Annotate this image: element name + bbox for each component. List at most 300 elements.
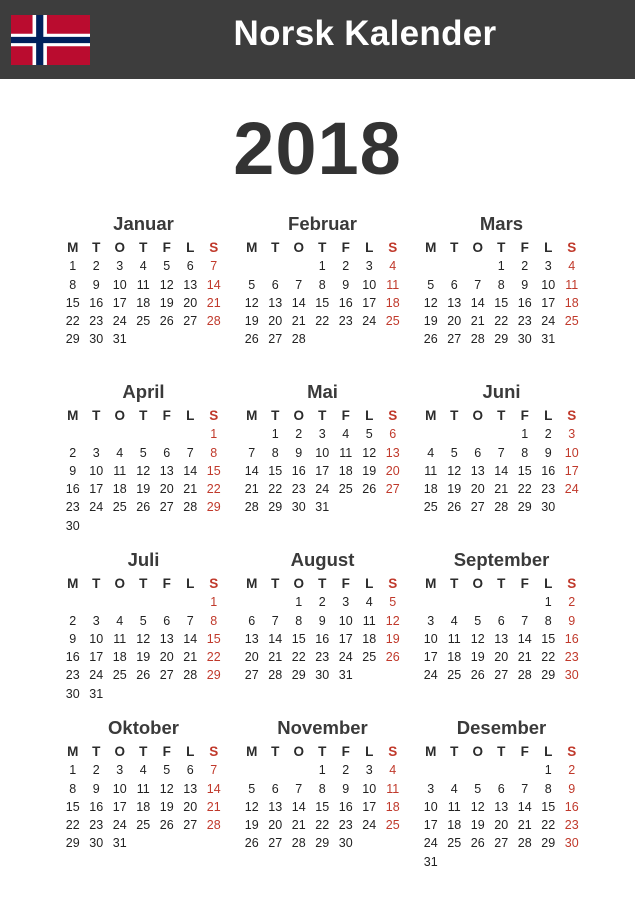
weekday-header: T (139, 240, 148, 255)
day-cell: 25 (112, 500, 127, 515)
day-cell: 4 (427, 445, 435, 460)
day-cell: 28 (183, 500, 198, 515)
month-title: Mai (307, 381, 338, 402)
weekday-header: S (388, 240, 398, 255)
day-cell: 1 (210, 595, 218, 610)
day-cell: 12 (470, 799, 485, 814)
weekday-header: M (246, 408, 258, 423)
day-cell: 1 (544, 763, 552, 778)
day-cell: 9 (342, 277, 350, 292)
day-cell: 31 (423, 854, 438, 869)
day-cell: 27 (447, 332, 462, 347)
day-cell: 4 (365, 595, 373, 610)
day-cell: 25 (423, 500, 438, 515)
day-cell: 15 (541, 631, 556, 646)
day-cell: 8 (210, 445, 218, 460)
empty-day-cell (490, 425, 514, 443)
day-cell: 10 (541, 277, 556, 292)
weekday-header: T (497, 240, 506, 255)
day-cell: 7 (295, 277, 303, 292)
header-bar (0, 0, 635, 79)
empty-day-cell (155, 425, 179, 443)
day-cell: 18 (338, 463, 353, 478)
empty-day-cell (419, 425, 443, 443)
day-cell: 9 (568, 781, 576, 796)
weekday-header: S (209, 240, 219, 255)
day-cell: 1 (210, 427, 218, 442)
day-cell: 25 (338, 482, 353, 497)
day-cell: 18 (447, 818, 462, 833)
day-cell: 6 (497, 613, 505, 628)
day-cell: 23 (315, 650, 330, 665)
day-cell: 25 (447, 668, 462, 683)
day-cell: 12 (244, 295, 259, 310)
day-cell: 14 (183, 631, 198, 646)
weekday-header: M (425, 576, 437, 591)
day-cell: 21 (517, 818, 532, 833)
day-cell: 31 (338, 668, 353, 683)
day-cell: 14 (517, 631, 532, 646)
day-cell: 18 (564, 295, 579, 310)
day-cell: 16 (338, 799, 353, 814)
day-cell: 22 (206, 482, 221, 497)
weekday-header: T (139, 744, 148, 759)
day-cell: 25 (385, 818, 400, 833)
day-cell: 23 (65, 500, 80, 515)
day-cell: 19 (447, 482, 462, 497)
day-cell: 23 (89, 314, 104, 329)
day-cell: 26 (447, 500, 462, 515)
day-cell: 14 (268, 631, 283, 646)
day-cell: 13 (494, 631, 509, 646)
empty-day-cell (419, 761, 443, 779)
weekday-header: O (114, 408, 125, 423)
day-cell: 22 (541, 650, 556, 665)
month-title: August (290, 549, 355, 570)
day-cell: 30 (65, 518, 80, 533)
day-cell: 13 (385, 445, 400, 460)
day-cell: 10 (89, 463, 104, 478)
day-cell: 19 (244, 818, 259, 833)
day-cell: 6 (163, 445, 171, 460)
weekday-header: T (450, 408, 459, 423)
day-cell: 25 (136, 314, 151, 329)
day-cell: 20 (159, 482, 174, 497)
day-cell: 30 (564, 668, 579, 683)
day-cell: 16 (564, 631, 579, 646)
day-cell: 27 (470, 500, 485, 515)
empty-day-cell (61, 593, 85, 611)
empty-day-cell (513, 761, 537, 779)
day-cell: 25 (362, 650, 377, 665)
day-cell: 30 (89, 332, 104, 347)
day-cell: 24 (362, 818, 377, 833)
day-cell: 11 (386, 277, 400, 292)
month-day-grid (240, 407, 405, 517)
day-cell: 11 (447, 799, 461, 814)
day-cell: 27 (159, 500, 174, 515)
day-cell: 23 (564, 818, 579, 833)
day-cell: 6 (474, 445, 482, 460)
day-cell: 21 (183, 650, 198, 665)
day-cell: 13 (470, 463, 485, 478)
day-cell: 15 (206, 631, 221, 646)
day-cell: 18 (385, 799, 400, 814)
day-cell: 5 (139, 445, 147, 460)
day-cell: 18 (385, 295, 400, 310)
day-cell: 16 (564, 799, 579, 814)
day-cell: 24 (338, 650, 353, 665)
day-cell: 13 (268, 799, 283, 814)
day-cell: 16 (65, 482, 80, 497)
day-cell: 7 (186, 613, 194, 628)
empty-day-cell (85, 593, 109, 611)
day-cell: 23 (338, 818, 353, 833)
day-cell: 15 (315, 295, 330, 310)
weekday-header: O (293, 408, 304, 423)
day-cell: 6 (186, 259, 194, 274)
day-cell: 21 (494, 482, 509, 497)
day-cell: 2 (521, 259, 529, 274)
day-cell: 23 (517, 314, 532, 329)
month-mars (419, 213, 584, 349)
day-cell: 6 (450, 277, 458, 292)
day-cell: 4 (342, 427, 350, 442)
day-cell: 14 (291, 295, 306, 310)
weekday-header: T (139, 576, 148, 591)
day-cell: 1 (497, 259, 505, 274)
weekday-header: T (497, 744, 506, 759)
month-oktober (61, 717, 226, 853)
day-cell: 27 (494, 836, 509, 851)
day-cell: 29 (517, 500, 532, 515)
day-cell: 27 (159, 668, 174, 683)
day-cell: 27 (183, 314, 198, 329)
day-cell: 30 (315, 668, 330, 683)
month-day-grid (419, 575, 584, 685)
weekday-header: F (341, 408, 350, 423)
day-cell: 22 (268, 482, 283, 497)
day-cell: 2 (544, 427, 552, 442)
weekday-header: O (293, 744, 304, 759)
day-cell: 24 (423, 668, 438, 683)
day-cell: 23 (65, 668, 80, 683)
empty-day-cell (466, 257, 490, 275)
day-cell: 31 (112, 836, 127, 851)
day-cell: 20 (470, 482, 485, 497)
day-cell: 14 (206, 781, 221, 796)
day-cell: 24 (112, 314, 127, 329)
day-cell: 11 (447, 631, 461, 646)
day-cell: 14 (291, 799, 306, 814)
day-cell: 24 (541, 314, 556, 329)
day-cell: 28 (494, 500, 509, 515)
weekday-header: L (365, 576, 374, 591)
day-cell: 26 (159, 314, 174, 329)
empty-day-cell (443, 425, 467, 443)
day-cell: 20 (385, 463, 400, 478)
weekday-header: F (341, 240, 350, 255)
weekday-header: L (544, 576, 553, 591)
empty-day-cell (179, 425, 203, 443)
day-cell: 26 (362, 482, 377, 497)
day-cell: 8 (69, 277, 77, 292)
weekday-header: M (67, 408, 79, 423)
weekday-header: S (209, 408, 219, 423)
day-cell: 19 (470, 818, 485, 833)
weekday-header: T (92, 240, 101, 255)
month-title: Januar (113, 213, 174, 234)
day-cell: 11 (362, 613, 376, 628)
day-cell: 24 (89, 668, 104, 683)
weekday-header: T (450, 576, 459, 591)
day-cell: 20 (268, 314, 283, 329)
weekday-header: F (162, 744, 171, 759)
day-cell: 23 (338, 314, 353, 329)
weekday-header: T (497, 576, 506, 591)
weekday-header: O (293, 240, 304, 255)
day-cell: 20 (183, 799, 198, 814)
day-cell: 2 (342, 259, 350, 274)
day-cell: 7 (186, 445, 194, 460)
day-cell: 16 (89, 295, 104, 310)
day-cell: 7 (271, 613, 279, 628)
header-title: Norsk Kalender (233, 14, 497, 53)
day-cell: 4 (389, 259, 397, 274)
weekday-header: O (293, 576, 304, 591)
day-cell: 13 (159, 463, 174, 478)
day-cell: 13 (268, 295, 283, 310)
day-cell: 26 (244, 836, 259, 851)
weekday-header: S (388, 576, 398, 591)
day-cell: 6 (186, 763, 194, 778)
weekday-header: T (318, 744, 327, 759)
weekday-header: O (472, 744, 483, 759)
day-cell: 29 (65, 332, 80, 347)
day-cell: 28 (291, 332, 306, 347)
empty-day-cell (240, 257, 264, 275)
day-cell: 4 (389, 763, 397, 778)
day-cell: 19 (423, 314, 438, 329)
day-cell: 13 (183, 781, 198, 796)
day-cell: 7 (210, 763, 218, 778)
day-cell: 28 (206, 314, 221, 329)
empty-day-cell (240, 761, 264, 779)
empty-day-cell (419, 593, 443, 611)
day-cell: 26 (159, 818, 174, 833)
weekday-header: L (186, 240, 195, 255)
day-cell: 3 (342, 595, 350, 610)
day-cell: 10 (423, 799, 438, 814)
weekday-header: T (318, 408, 327, 423)
day-cell: 11 (339, 445, 353, 460)
day-cell: 5 (139, 613, 147, 628)
day-cell: 15 (315, 799, 330, 814)
day-cell: 3 (544, 259, 552, 274)
day-cell: 4 (116, 613, 124, 628)
day-cell: 1 (271, 427, 279, 442)
day-cell: 13 (183, 277, 198, 292)
weekday-header: S (388, 408, 398, 423)
weekday-header: S (567, 576, 577, 591)
day-cell: 7 (474, 277, 482, 292)
day-cell: 5 (389, 595, 397, 610)
day-cell: 2 (69, 613, 77, 628)
day-cell: 3 (116, 763, 124, 778)
day-cell: 12 (423, 295, 438, 310)
empty-day-cell (419, 257, 443, 275)
month-mai (240, 381, 405, 517)
day-cell: 17 (89, 482, 104, 497)
day-cell: 12 (447, 463, 462, 478)
day-cell: 27 (183, 818, 198, 833)
weekday-header: S (567, 744, 577, 759)
day-cell: 4 (139, 259, 147, 274)
day-cell: 22 (315, 314, 330, 329)
month-title: Desember (456, 717, 547, 738)
day-cell: 9 (69, 631, 77, 646)
day-cell: 29 (206, 500, 221, 515)
day-cell: 21 (470, 314, 485, 329)
weekday-header: L (365, 408, 374, 423)
day-cell: 14 (494, 463, 509, 478)
day-cell: 9 (568, 613, 576, 628)
month-day-grid (240, 575, 405, 685)
day-cell: 15 (541, 799, 556, 814)
day-cell: 26 (470, 668, 485, 683)
day-cell: 19 (362, 463, 377, 478)
day-cell: 21 (517, 650, 532, 665)
day-cell: 5 (474, 613, 482, 628)
day-cell: 8 (544, 781, 552, 796)
weekday-header: F (162, 576, 171, 591)
day-cell: 10 (564, 445, 579, 460)
day-cell: 25 (136, 818, 151, 833)
empty-day-cell (61, 425, 85, 443)
day-cell: 17 (423, 650, 438, 665)
month-title: Oktober (108, 717, 179, 738)
day-cell: 17 (112, 799, 127, 814)
empty-day-cell (443, 593, 467, 611)
month-november (240, 717, 405, 853)
day-cell: 28 (470, 332, 485, 347)
day-cell: 20 (183, 295, 198, 310)
day-cell: 2 (568, 763, 576, 778)
day-cell: 8 (210, 613, 218, 628)
day-cell: 17 (315, 463, 330, 478)
weekday-header: F (162, 408, 171, 423)
day-cell: 6 (271, 781, 279, 796)
day-cell: 11 (565, 277, 579, 292)
day-cell: 6 (248, 613, 256, 628)
weekday-header: F (520, 408, 529, 423)
day-cell: 14 (244, 463, 259, 478)
weekday-header: M (425, 240, 437, 255)
weekday-header: L (544, 408, 553, 423)
empty-day-cell (155, 593, 179, 611)
day-cell: 3 (365, 259, 373, 274)
empty-day-cell (108, 593, 132, 611)
month-title: April (122, 381, 165, 402)
day-cell: 1 (69, 763, 77, 778)
day-cell: 8 (69, 781, 77, 796)
weekday-header: F (341, 576, 350, 591)
day-cell: 30 (541, 500, 556, 515)
day-cell: 3 (92, 613, 100, 628)
weekday-header: S (567, 408, 577, 423)
day-cell: 19 (385, 631, 400, 646)
day-cell: 7 (210, 259, 218, 274)
weekday-header: T (271, 576, 280, 591)
day-cell: 29 (494, 332, 509, 347)
day-cell: 16 (541, 463, 556, 478)
day-cell: 21 (244, 482, 259, 497)
day-cell: 17 (541, 295, 556, 310)
empty-day-cell (108, 425, 132, 443)
day-cell: 6 (163, 613, 171, 628)
day-cell: 19 (136, 650, 151, 665)
empty-day-cell (443, 761, 467, 779)
day-cell: 29 (268, 500, 283, 515)
day-cell: 5 (248, 277, 256, 292)
day-cell: 12 (159, 781, 174, 796)
day-cell: 26 (423, 332, 438, 347)
day-cell: 18 (423, 482, 438, 497)
month-title: Mars (479, 213, 524, 234)
day-cell: 22 (315, 818, 330, 833)
day-cell: 30 (564, 836, 579, 851)
day-cell: 8 (497, 277, 505, 292)
day-cell: 15 (268, 463, 283, 478)
day-cell: 20 (447, 314, 462, 329)
day-cell: 26 (385, 650, 400, 665)
day-cell: 19 (159, 295, 174, 310)
day-cell: 28 (206, 818, 221, 833)
empty-day-cell (466, 593, 490, 611)
empty-day-cell (466, 761, 490, 779)
weekday-header: M (425, 744, 437, 759)
day-cell: 5 (163, 259, 171, 274)
month-januar (61, 213, 226, 349)
day-cell: 19 (470, 650, 485, 665)
day-cell: 7 (497, 445, 505, 460)
day-cell: 20 (494, 650, 509, 665)
day-cell: 1 (295, 595, 303, 610)
day-cell: 30 (65, 686, 80, 701)
day-cell: 17 (423, 818, 438, 833)
month-april (61, 381, 226, 535)
weekday-header: T (450, 240, 459, 255)
month-februar (240, 213, 405, 349)
day-cell: 16 (291, 463, 306, 478)
day-cell: 17 (338, 631, 353, 646)
day-cell: 21 (206, 799, 221, 814)
day-cell: 11 (113, 463, 127, 478)
month-juni (419, 381, 584, 517)
day-cell: 17 (89, 650, 104, 665)
day-cell: 12 (385, 613, 400, 628)
day-cell: 28 (517, 836, 532, 851)
weekday-header: M (67, 744, 79, 759)
day-cell: 4 (139, 763, 147, 778)
weekday-header: L (544, 240, 553, 255)
day-cell: 27 (268, 836, 283, 851)
day-cell: 9 (318, 613, 326, 628)
empty-day-cell (490, 593, 514, 611)
weekday-header: L (365, 744, 374, 759)
day-cell: 31 (541, 332, 556, 347)
weekday-header: M (425, 408, 437, 423)
